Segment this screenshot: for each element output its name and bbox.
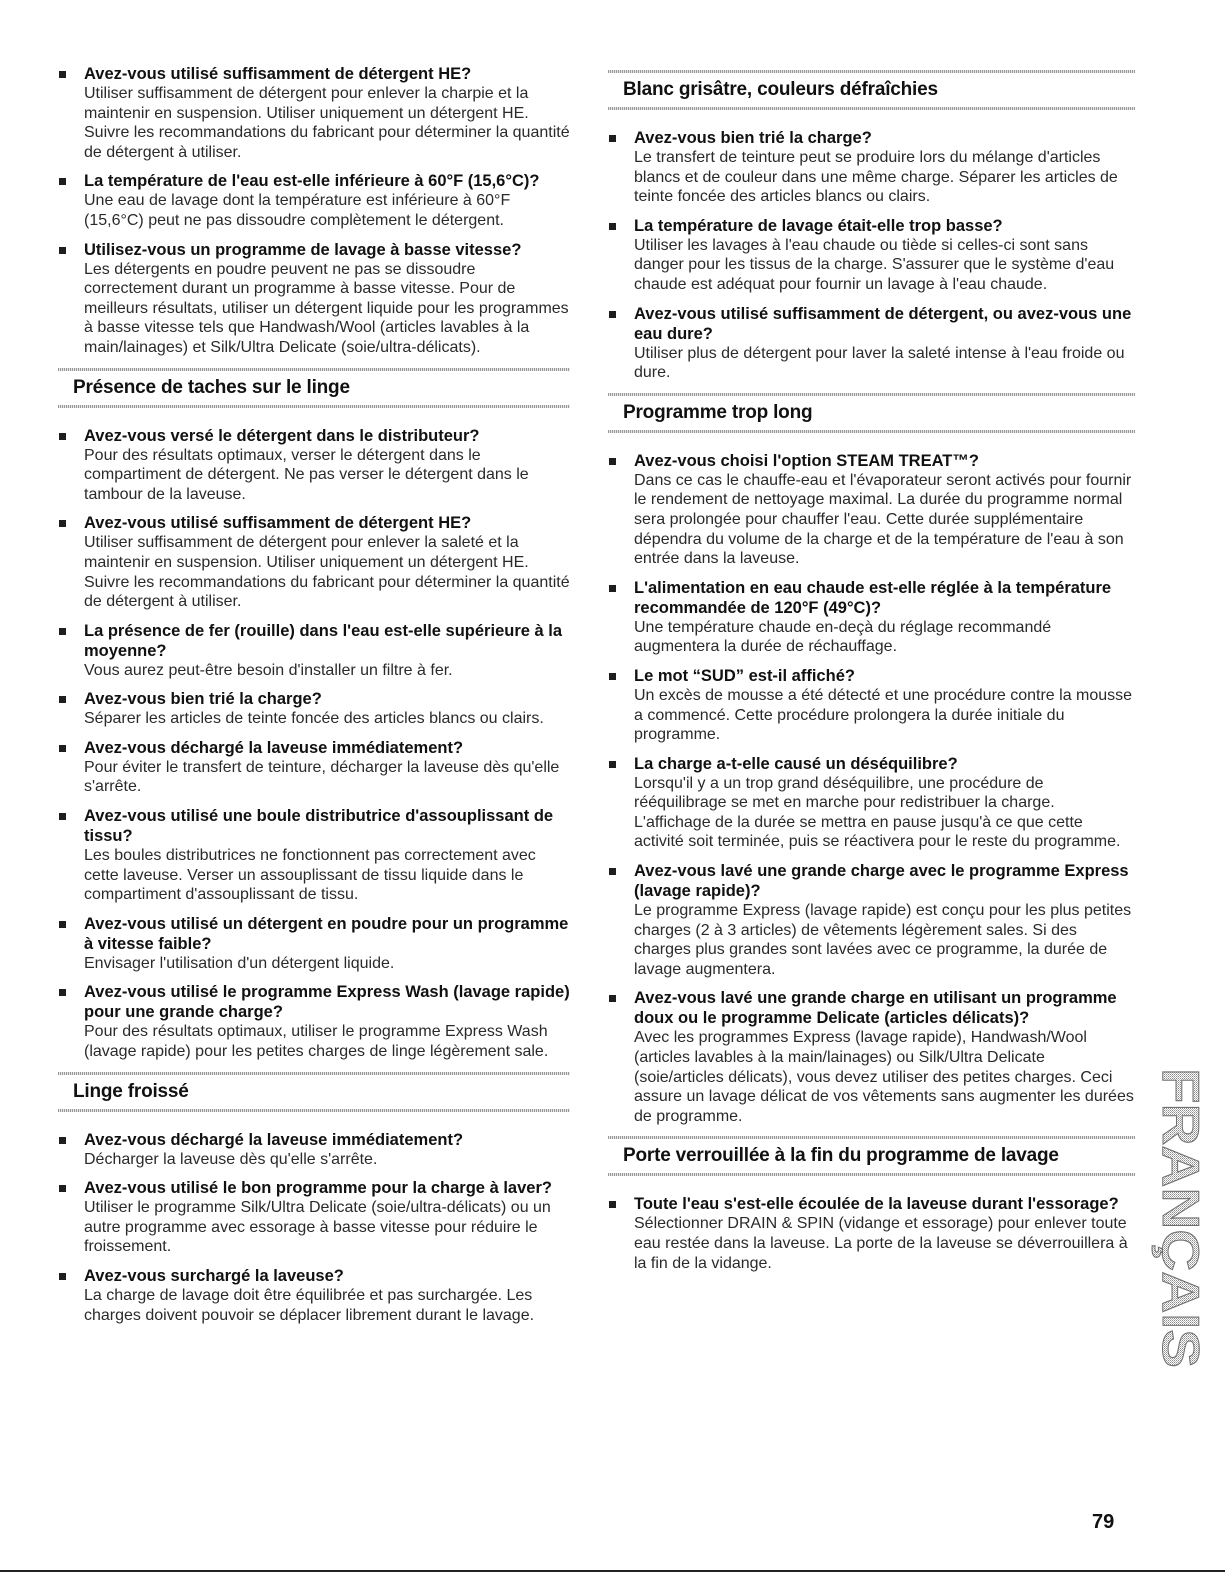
bullet-icon bbox=[59, 1273, 66, 1280]
page-number: 79 bbox=[1092, 1511, 1115, 1533]
question: Avez-vous utilisé un détergent en poudre pour un programme à vitesse faible? bbox=[84, 914, 569, 953]
language-tab bbox=[1135, 1060, 1225, 1380]
bullet-icon bbox=[609, 585, 616, 592]
section-header bbox=[58, 372, 570, 406]
bullet-icon bbox=[609, 223, 616, 230]
bullet-icon bbox=[59, 71, 66, 78]
answer: Pour des résultats optimaux, utiliser le programme Express Wash (lavage rapide) pour les petites charges de linge légèrement sale. bbox=[84, 1023, 549, 1061]
answer: Utiliser les lavages à l'eau chaude ou tiède si celles-ci sont sans danger pour les tissus de la charge. S'assurer que le système d'eau chaude est adéquat pour fournir un lavage à l'eau chaude. bbox=[634, 236, 1115, 293]
bullet-icon bbox=[59, 178, 66, 185]
section-header bbox=[608, 1140, 1135, 1174]
right-group-0 bbox=[608, 128, 1135, 383]
list-item bbox=[608, 128, 1135, 207]
answer: Pour éviter le transfert de teinture, décharger la laveuse dès qu'elle s'arrête. bbox=[84, 758, 560, 796]
question: Toute l'eau s'est-elle écoulée de la laveuse durant l'essorage? bbox=[634, 1195, 1119, 1214]
list-item bbox=[58, 806, 570, 905]
list-item bbox=[608, 666, 1135, 745]
list-item bbox=[58, 982, 570, 1061]
answer: Le transfert de teinture peut se produire lors du mélange d'articles blancs et de couleur dans une même charge. Séparer les articles de teinte foncée des articles blancs ou clairs. bbox=[634, 149, 1118, 206]
language-tab-label: FRANÇAIS bbox=[1151, 1068, 1209, 1337]
question: Avez-vous surchargé la laveuse? bbox=[84, 1267, 344, 1285]
section-title: Programme trop long bbox=[623, 401, 813, 423]
section-title: Présence de taches sur le linge bbox=[73, 376, 350, 398]
list-item bbox=[58, 1130, 570, 1170]
right-group-1 bbox=[608, 451, 1135, 1127]
answer: Utiliser le programme Silk/Ultra Delicate (soie/ultra-délicats) ou un autre programme avec essorage à basse vitesse pour réduire le froissement. bbox=[84, 1199, 551, 1256]
answer: Dans ce cas le chauffe-eau et l'évaporateur seront activés pour fournir le rendement de nettoyage maximal. La durée du programme normal sera prolongée pour chauffer l'eau. Cette durée supplémentaire dépendra du volume de la charge et de la température de l'eau à son entrée dans la laveuse. bbox=[634, 471, 1132, 568]
bullet-icon bbox=[609, 995, 616, 1002]
answer: Un excès de mousse a été détecté et une procédure contre la mousse a commencé. Cette procédure prolongera la durée initiale du programme. bbox=[634, 686, 1133, 744]
answer: Vous aurez peut-être besoin d'installer un filtre à fer. bbox=[84, 661, 453, 679]
question: Avez-vous versé le détergent dans le distributeur? bbox=[84, 426, 480, 445]
answer: Séparer les articles de teinte foncée des articles blancs ou clairs. bbox=[84, 710, 544, 728]
answer: Utiliser suffisamment de détergent pour enlever la saleté et la maintenir en suspension. Utiliser uniquement un détergent HE. Suivre les recommandations du fabricant pour déterminer la quantité de détergent à utiliser. bbox=[84, 534, 570, 611]
list-item bbox=[608, 988, 1135, 1126]
question: La charge a-t-elle causé un déséquilibre? bbox=[634, 754, 958, 773]
section-header bbox=[58, 1076, 570, 1110]
question: L'alimentation en eau chaude est-elle réglée à la température recommandée de 120°F (49°C)? bbox=[634, 578, 1112, 617]
question: La température de lavage était-elle trop basse? bbox=[634, 216, 1003, 235]
question: Avez-vous lavé une grande charge avec le programme Express (lavage rapide)? bbox=[634, 862, 1129, 901]
left-group-2 bbox=[58, 1130, 570, 1326]
bullet-icon bbox=[609, 673, 616, 680]
list-item bbox=[58, 1178, 570, 1257]
list-item bbox=[58, 1266, 570, 1325]
answer: La charge de lavage doit être équilibrée et pas surchargée. Les charges doivent pouvoir se déplacer librement durant le lavage. bbox=[84, 1287, 535, 1324]
list-item bbox=[58, 621, 570, 681]
bullet-icon bbox=[59, 1185, 66, 1192]
bullet-icon bbox=[59, 813, 66, 820]
list-item bbox=[608, 216, 1135, 295]
question: Avez-vous utilisé suffisamment de détergent, ou avez-vous une eau dure? bbox=[634, 304, 1132, 343]
list-item bbox=[58, 426, 570, 505]
list-item bbox=[608, 1194, 1135, 1273]
bullet-icon bbox=[59, 745, 66, 752]
answer: Utiliser suffisamment de détergent pour enlever la charpie et la maintenir en suspension. Utiliser uniquement un détergent HE. Suivre les recommandations du fabricant pour déterminer la quantité de détergent à utiliser. bbox=[84, 85, 570, 161]
answer: Une température chaude en-deçà du réglage recommandé augmentera la durée de réchauffage. bbox=[634, 618, 1052, 656]
section-title: Linge froissé bbox=[73, 1080, 189, 1102]
question: Avez-vous utilisé suffisamment de détergent HE? bbox=[84, 514, 472, 533]
question: Avez-vous utilisé une boule distributrice d'assouplissant de tissu? bbox=[84, 807, 554, 846]
answer: Utiliser plus de détergent pour laver la saleté intense à l'eau froide ou dure. bbox=[634, 344, 1125, 382]
answer: Avec les programmes Express (lavage rapide), Handwash/Wool (articles lavables à la main/lainages) ou Silk/Ultra Delicate (soie/articles délicats), vous devez utiliser des petites charges. Ceci assure un lavage délicat de vos vêtements sans augmenter les durées de programme. bbox=[634, 1029, 1134, 1125]
bullet-icon bbox=[59, 628, 66, 635]
list-item bbox=[608, 451, 1135, 569]
question: Le mot “SUD” est-il affiché? bbox=[634, 666, 855, 685]
question: La température de l'eau est-elle inférieure à 60°F (15,6°C)? bbox=[84, 172, 540, 191]
left-column bbox=[58, 64, 570, 1334]
left-group-1 bbox=[58, 426, 570, 1062]
answer: Sélectionner DRAIN & SPIN (vidange et essorage) pour enlever toute eau restée dans la laveuse. La porte de la laveuse se déverrouillera à la fin de la vidange. bbox=[634, 1215, 1128, 1272]
list-item bbox=[58, 914, 570, 974]
bullet-icon bbox=[59, 433, 66, 440]
right-group-2 bbox=[608, 1194, 1135, 1273]
question: Avez-vous utilisé le programme Express Wash (lavage rapide) pour une grande charge? bbox=[84, 983, 570, 1022]
list-item bbox=[608, 578, 1135, 657]
bullet-icon bbox=[59, 921, 66, 928]
bottom-rule bbox=[0, 1570, 1225, 1572]
list-item bbox=[608, 861, 1135, 979]
answer: Les boules distributrices ne fonctionnent pas correctement avec cette laveuse. Verser un assouplissant de tissu liquide dans le compartiment d'assouplissant de tissu. bbox=[84, 847, 536, 904]
list-item bbox=[58, 240, 570, 358]
section-title: Porte verrouillée à la fin du programme de lavage bbox=[623, 1145, 1059, 1167]
list-item bbox=[58, 64, 570, 162]
list-item bbox=[58, 738, 570, 797]
answer: Une eau de lavage dont la température est inférieure à 60°F (15,6°C) peut ne pas dissoudre complètement le détergent. bbox=[84, 192, 511, 229]
bullet-icon bbox=[609, 868, 616, 875]
answer: Les détergents en poudre peuvent ne pas se dissoudre correctement durant un programme à basse vitesse. Pour de meilleurs résultats, utiliser un détergent liquide pour les programmes à basse vitesse tels que Handwash/Wool (articles lavables à la main/lainages) et Silk/Ultra Delicate (soie/ultra-délicats). bbox=[84, 260, 569, 356]
answer: Lorsqu'il y a un trop grand déséquilibre, une procédure de rééquilibrage se met en marche pour redistribuer la charge. L'affichage de la durée se mettra en pause jusqu'à ce que cette activité soit terminée, puis se réactivera pour le reste du programme. bbox=[634, 774, 1121, 851]
bullet-icon bbox=[609, 458, 616, 465]
question: Avez-vous bien trié la charge? bbox=[84, 690, 322, 709]
bullet-icon bbox=[609, 135, 616, 142]
question: Avez-vous bien trié la charge? bbox=[634, 129, 872, 147]
bullet-icon bbox=[609, 1201, 616, 1208]
list-item bbox=[58, 513, 570, 611]
answer: Le programme Express (lavage rapide) est conçu pour les plus petites charges (2 à 3 articles) de vêtements légèrement sales. Si des charges plus grandes sont lavées avec ce programme, la durée de lavage augmentera. bbox=[634, 902, 1132, 978]
question: Avez-vous lavé une grande charge en utilisant un programme doux ou le programme Delicate (articles délicats)? bbox=[634, 989, 1117, 1028]
list-item bbox=[608, 754, 1135, 852]
answer: Envisager l'utilisation d'un détergent liquide. bbox=[84, 954, 395, 972]
question: Avez-vous utilisé suffisamment de détergent HE? bbox=[84, 65, 472, 83]
left-group-0 bbox=[58, 64, 570, 358]
bullet-icon bbox=[59, 989, 66, 996]
bullet-icon bbox=[609, 311, 616, 318]
question: La présence de fer (rouille) dans l'eau est-elle supérieure à la moyenne? bbox=[84, 621, 563, 660]
question: Avez-vous déchargé la laveuse immédiatement? bbox=[84, 738, 464, 757]
section-header bbox=[608, 397, 1135, 431]
bullet-icon bbox=[59, 520, 66, 527]
question: Avez-vous choisi l'option STEAM TREAT™? bbox=[634, 451, 979, 470]
section-header bbox=[608, 74, 1135, 108]
bullet-icon bbox=[609, 761, 616, 768]
question: Utilisez-vous un programme de lavage à basse vitesse? bbox=[84, 240, 522, 259]
list-item bbox=[608, 304, 1135, 383]
right-column bbox=[608, 64, 1135, 1282]
question: Avez-vous déchargé la laveuse immédiatement? bbox=[84, 1130, 464, 1149]
question: Avez-vous utilisé le bon programme pour la charge à laver? bbox=[84, 1179, 552, 1198]
list-item bbox=[58, 171, 570, 230]
section-title: Blanc grisâtre, couleurs défraîchies bbox=[623, 79, 938, 100]
answer: Décharger la laveuse dès qu'elle s'arrête. bbox=[84, 1150, 378, 1168]
bullet-icon bbox=[59, 696, 66, 703]
bullet-icon bbox=[59, 247, 66, 254]
answer: Pour des résultats optimaux, verser le détergent dans le compartiment de détergent. Ne pas verser le détergent dans le tambour de la laveuse. bbox=[84, 446, 529, 503]
bullet-icon bbox=[59, 1137, 66, 1144]
list-item bbox=[58, 689, 570, 729]
